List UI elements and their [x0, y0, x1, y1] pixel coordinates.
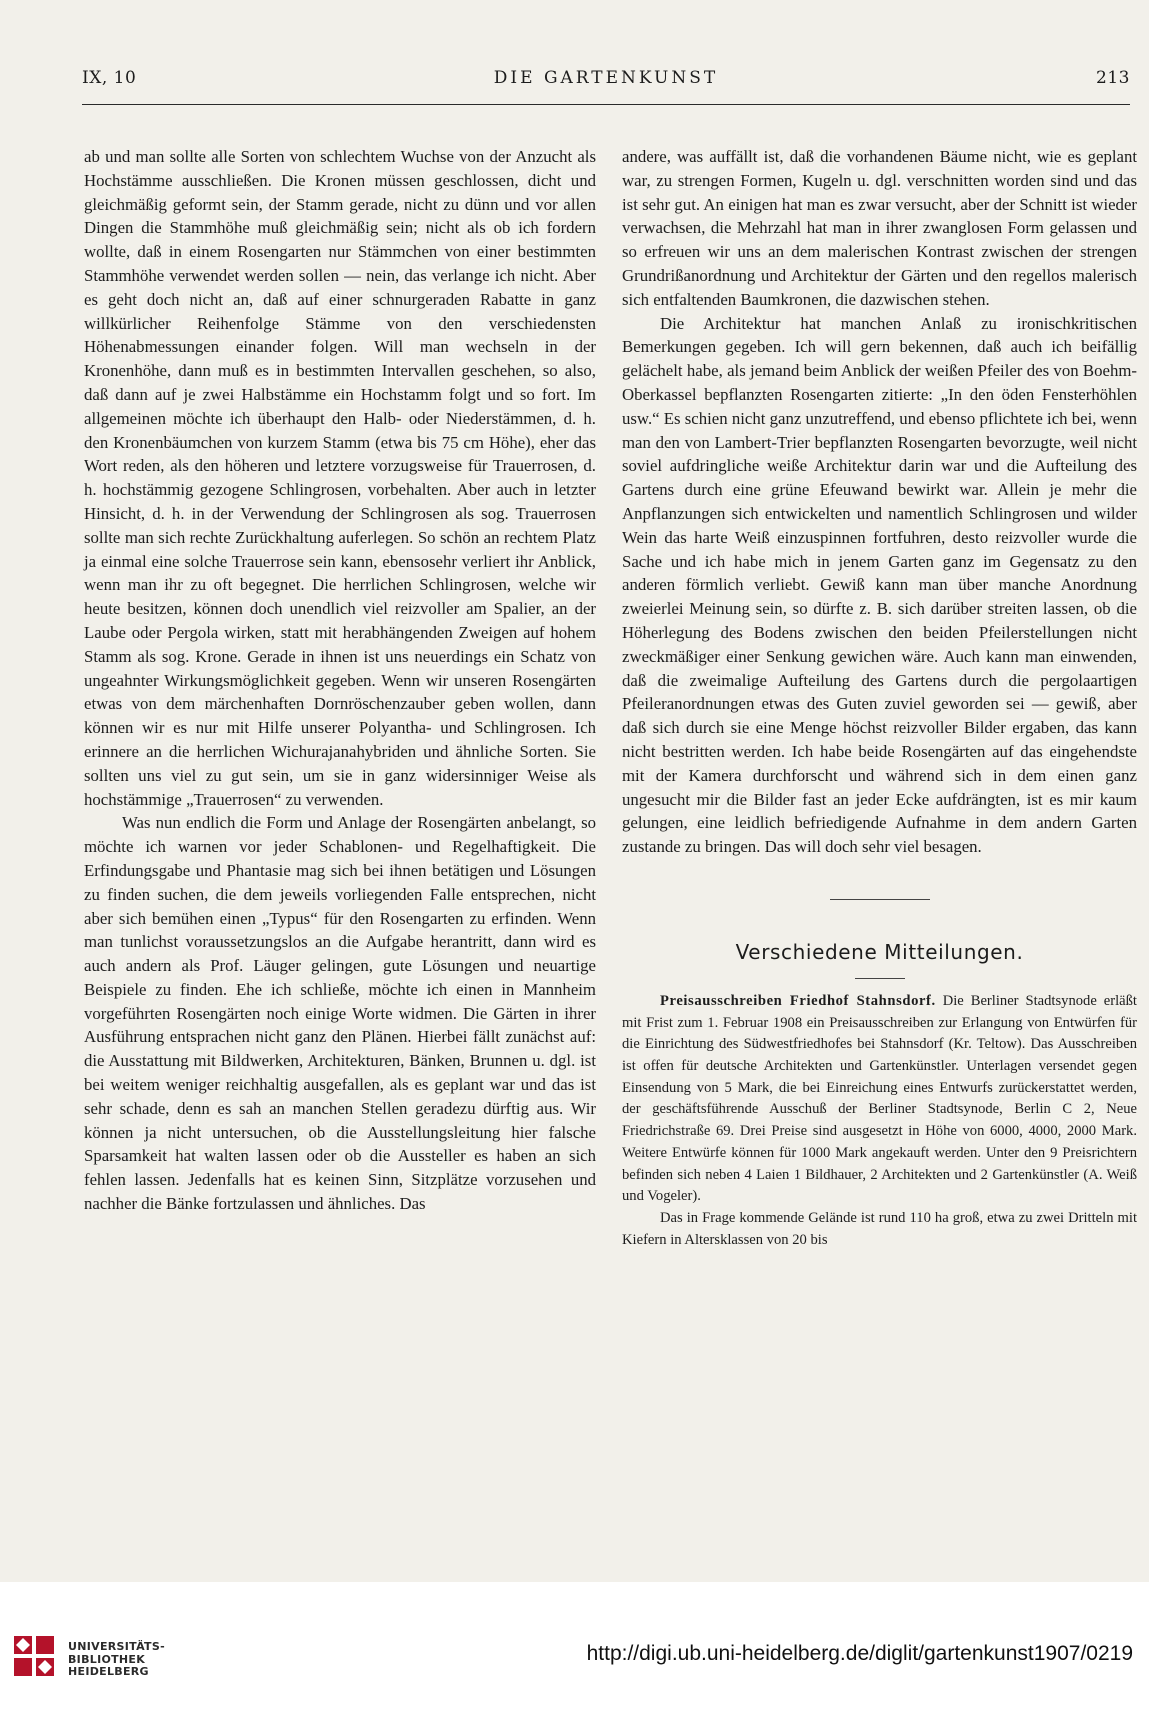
paragraph: ab und man sollte alle Sorten von schlechtem Wuchse von der Anzucht als Hochstämme ausschließen. Die Kronen müssen geschlossen, dicht und gleichmäßig geformt sein, der Stamm gerade, nicht zu dünn und vor allen Dingen die Stammhöhe muß gleichmäßig sein; nicht als ob ich fordern wollte, daß in einem Rosengarten nur Stämmchen von einer bestimmten Stammhöhe verwendet werden sollen — nein, das verlange ich nicht. Aber es geht doch nicht an, daß auf einer schnurgeraden Rabatte in ganz willkürlicher Reihenfolge Stämme von den verschiedensten Höhenabmessungen einander folgen. Will man wechseln in der Kronenhöhe, dann muß es in bestimmten Intervallen geschehen, so also, daß dann auf je zwei Halbstämme ein Hochstamm folgt und so fort. Im allgemeinen möchte ich überhaupt den Halb- oder Niederstämmen, d. h. den Kronenbäumchen von kurzem Stamm (etwa bis 75 cm Höhe), eher das Wort reden, als den höheren und letztere vorzugsweise für Trauerrosen, d. h. hochstämmig gezogene Schlingrosen, vorbehalten. Aber auch in letzter Hinsicht, d. h. in der Verwendung der Schlingrosen als sog. Trauerrosen sollte man sich rechte Zurückhaltung auferlegen. So schön an rechtem Platz ja einmal eine solche Trauerrose sein kann, ebensosehr verliert ihr Anblick, wenn man ihr zu oft begegnet. Die herrlichen Schlingrosen, welche wir heute besitzen, können doch unendlich viel reizvoller am Spalier, an der Laube oder Pergola wirken, statt mit herabhängenden Zweigen auf hohem Stamm als sog. Krone. Gerade in ihnen ist uns neuerdings ein Schatz von ungeahnter Wirkungsmöglichkeit gegeben. Wenn wir unseren Rosengärten etwas von dem märchenhaften Dornröschenzauber geben wollen, dann können wir es nur mit Hilfe unserer Polyantha- und Schlingrosen. Ich erinnere an die herrlichen Wichurajanahybriden und ähnliche Sorten. Sie sollten uns viel zu gut sein, um sie in ganz widersinniger Weise als hochstämmige „Trauerrosen“ zu verwenden.	[84, 147, 596, 809]
paragraph: Die Architektur hat manchen Anlaß zu ironischkritischen Bemerkungen gegeben. Ich will gern bekennen, daß auch ich beifällig gelächelt habe, als jemand beim Anblick der weißen Pfeiler des von Boehm-Oberkassel bepflanzten Rosengarten zitierte: „In den öden Fensterhöhlen usw.“ Es schien nicht ganz unzutreffend, und ebenso pflichtete ich bei, wenn man den von Lambert-Trier bepflanzten Rosengarten bevorzugte, weil nicht soviel aufdringliche weiße Architektur darin war und die Aufteilung des Gartens durch eine grüne Efeuwand bewirkt war. Allein je mehr die Anpflanzungen sich entwickelten und namentlich Schlingrosen und wilder Wein das harte Weiß einzuspinnen fortfuhren, desto reizvoller wurde die Sache und ich habe mich in jenem Garten ganz im Gegensatz zu den anderen förmlich verliebt. Gewiß kann man über manche Anordnung zweierlei Meinung sein, so dürfte z. B. sich darüber streiten lassen, ob die Höherlegung des Bodens zwischen den beiden Pfeilerstellungen nicht zweckmäßiger einer Senkung gewichen wäre. Auch kann man einwenden, daß die zweimalige Aufteilung des Gartens durch die pergolaartigen Pfeileranordnungen etwas des Guten zuviel geworden sei — gewiß, aber daß sich durch sie eine Menge höchst reizvoller Bilder ergaben, das kann nicht bestritten werden. Ich habe beide Rosengärten auf das eingehendste mit der Kamera durchforscht und während sich in dem einen ganz ungesucht mir die Bilder fast an jeder Ecke aufdrängten, ist es mir kaum gelungen, eine leidlich befriedigende Aufnahme in dem andern Garten zustande zu bringen. Das will doch sehr viel besagen.	[622, 313, 1137, 857]
paragraph: andere, was auffällt ist, daß die vorhandenen Bäume nicht, wie es geplant war, zu strengen Formen, Kugeln u. dgl. verschnitten worden sind und das ist sehr gut. An einigen hat man es zwar versucht, aber der Schnitt ist wieder verwachsen, die Mehrzahl hat man in ihrer zwanglosen Form gelassen und so erfreuen wir uns an dem malerischen Kontrast zwischen der strengen Grundrißanordnung und Architektur der Gärten und den regellos malerisch sich entfaltenden Baumkronen, die dazwischen stehen.	[622, 147, 1137, 309]
running-header	[82, 68, 1130, 102]
left-column	[84, 145, 596, 1216]
paragraph: Was nun endlich die Form und Anlage der Rosengärten anbelangt, so möchte ich warnen vor jeder Schablonen- und Regelhaftigkeit. Die Erfindungsgabe und Phantasie mag sich bei ihnen betätigen und Lösungen zu finden suchen, die dem jeweils vorliegenden Falle entsprechen, nicht aber sich bemühen einen „Typus“ für den Rosengarten zu erfinden. Wenn man tunlichst voraussetzungslos an die Aufgabe herantritt, dann wird es auch andern als Prof. Läuger gelingen, gute Lösungen und neuartige Beispiele zu finden. Ehe ich schließe, möchte ich einen in Mannheim vorgeführten Rosengärten noch einige Worte widmen. Die Gärten in ihrer Ausführung entsprachen nicht ganz den Plänen. Hierbei fällt zunächst auf: die Ausstattung mit Bildwerken, Architekturen, Bänken, Brunnen u. dgl. ist bei weitem weniger reichhaltig ausgefallen, als es geplant war und das ist sehr schade, denn es sah an manchen Stellen geradezu dürftig aus. Wir können ja nicht untersuchen, ob die Ausstellungsleitung hier falsche Sparsamkeit hat walten lassen oder ob die Aussteller es haben an sich fehlen lassen. Jedenfalls hat es keinen Sinn, Sitzplätze vorzusehen und nachher die Bänke fortzulassen und ähnliches. Das	[84, 813, 596, 1214]
source-url-link[interactable]: http://digi.ub.uni-heidelberg.de/diglit/gartenkunst1907/0219	[586, 1642, 1133, 1665]
header-rule	[82, 104, 1130, 105]
issue-number: IX, 10	[82, 68, 137, 88]
notice-body: Die Berliner Stadtsynode erläßt mit Frist zum 1. Februar 1908 ein Preisausschreiben zur Erlangung von Entwürfen für die Einrichtung des Südwestfriedhofes bei Stahnsdorf (Kr. Teltow). Das Ausschreiben ist offen für deutsche Architekten und Gartenkünstler. Unterlagen versendet gegen Einsendung von 5 Mark, die bei Einreichung eines Entwurfs zurückerstattet werden, der geschäftsführende Ausschuß der Berliner Stadtsynode, Berlin C 2, Neue Friedrichstraße 69. Drei Preise sind ausgesetzt in Höhe von 6000, 4000, 2000 Mark. Weitere Entwürfe können für 1000 Mark angekauft werden. Unter den 9 Preisrichtern befinden sich neben 4 Laien 1 Bildhauer, 2 Architekten und 2 Gartenkünstler (A. Weiß und Vogeler).	[622, 992, 1137, 1205]
library-name: UNIVERSITÄTS- BIBLIOTHEK HEIDELBERG	[68, 1640, 165, 1678]
notice-paragraph	[622, 991, 1137, 1208]
digitization-footer	[0, 1582, 1149, 1714]
notice-continuation: Das in Frage kommende Gelände ist rund 110 ha groß, etwa zu zwei Dritteln mit Kiefern in Altersklassen von 20 bis	[622, 1209, 1137, 1248]
section-separator	[830, 899, 930, 900]
notice-heading: Preisausschreiben Friedhof Stahnsdorf.	[660, 992, 936, 1009]
title-underline	[855, 978, 905, 979]
journal-title: DIE GARTENKUNST	[493, 68, 719, 88]
right-column	[622, 145, 1137, 1251]
page-number: 213	[1096, 68, 1130, 88]
section-title: Verschiedene Mitteilungen.	[735, 939, 1024, 964]
library-logo-icon	[10, 1632, 62, 1684]
